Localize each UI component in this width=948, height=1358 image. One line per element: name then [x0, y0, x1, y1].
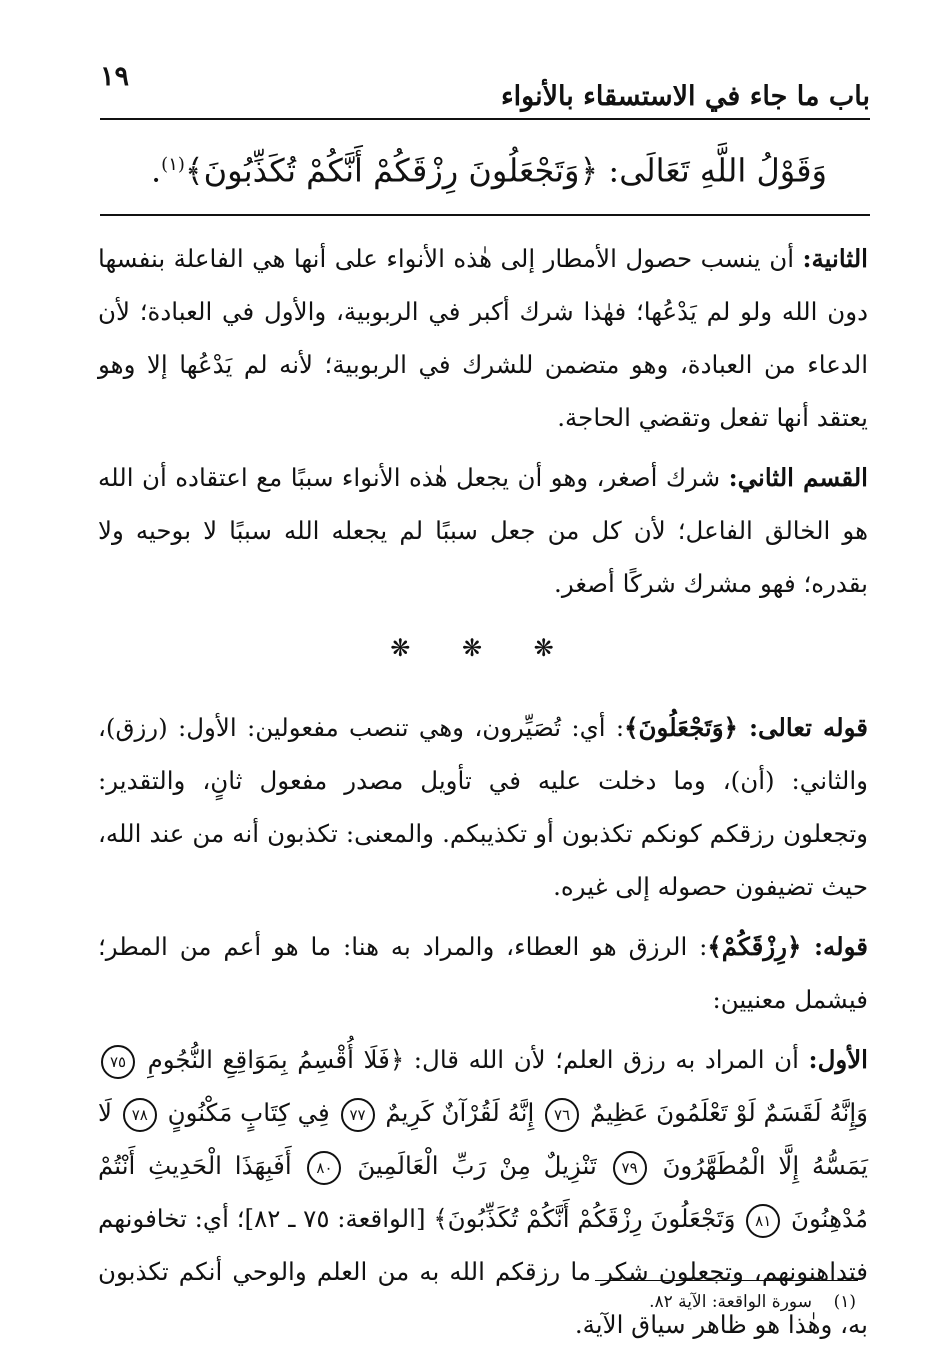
paragraph-text: : الرزق هو العطاء، والمراد به هنا: ما هو أعم من المطر؛ فيشمل معنيين:: [98, 932, 868, 1014]
footnote-rule: [595, 1280, 858, 1281]
ayah-number-marker: ٨١: [746, 1204, 780, 1238]
ayah-number-marker: ٨٠: [307, 1151, 341, 1185]
surah-citation: [الواقعة: ٧٥ ـ ٨٢]؛: [236, 1204, 434, 1233]
ayah-text: وَتَجْعَلُونَ رِزْقَكُمْ أَنَّكُمْ تُكَذِّبُونَ﴾: [433, 1204, 736, 1233]
paragraph-text: شرك أصغر، وهو أن يجعل هٰذه الأنواء سببًا مع اعتقاده أن الله هو الخالق الفاعل؛ لأن كل من جعل سببًا لم يجعله الله سببًا لا بوحيه ولا بقدره؛ فهو مشرك شركًا أصغر.: [98, 463, 868, 598]
paragraph-lead: القسم الثاني:: [728, 463, 868, 492]
ayah-number-marker: ٧٩: [613, 1151, 647, 1185]
paragraph-lead: قوله تعالى: ﴿وَتَجْعَلُونَ﴾: [624, 713, 868, 742]
footnote-text: سورة الواقعة: الآية ٨٢.: [649, 1292, 812, 1312]
verse-end: .: [151, 151, 162, 190]
page-body: [98, 232, 868, 1358]
chapter-title: باب ما جاء في الاستسقاء بالأنواء: [500, 81, 870, 112]
paragraph-text: أن المراد به رزق العلم؛ لأن الله قال:: [404, 1045, 809, 1074]
ayah-number-marker: ٧٧: [341, 1098, 375, 1132]
opening-verse-text: وَقَوْلُ اللَّهِ تَعَالَى: ﴿وَتَجْعَلُونَ رِزْقَكُمْ أَنَّكُمْ تُكَذِّبُونَ﴾: [184, 151, 827, 190]
ayah-number-marker: ٧٦: [545, 1098, 579, 1132]
paragraph-rizqakum: [98, 920, 868, 1026]
ayah-text: وَإِنَّهُ لَقَسَمٌ لَوْ تَعْلَمُونَ عَظِيمٌ: [589, 1098, 868, 1127]
ayah-number-marker: ٧٥: [101, 1045, 135, 1079]
footnote: [100, 1292, 856, 1312]
paragraph-text: أن ينسب حصول الأمطار إلى هٰذه الأنواء على أنها هي الفاعلة بنفسها دون الله ولو لم يَدْعُها؛ فهٰذا شرك أكبر في الربوبية، والأول في العبادة؛ لأن الدعاء من العبادة، وهو متضمن للشرك في الربوبية؛ لأنه لم يَدْعُها إلا وهو يعتقد أنها تفعل وتقضي الحاجة.: [98, 244, 868, 432]
ayah-text: أَفَبِهَذَا الْحَدِيثِ أَنْتُمْ مُدْهِنُونَ: [98, 1151, 868, 1233]
ayah-text: إِنَّهُ لَقُرْآنٌ كَرِيمٌ: [385, 1098, 535, 1127]
paragraph-second: [98, 232, 868, 444]
paragraph-tajalun: [98, 701, 868, 913]
paragraph-lead: الأول:: [808, 1045, 868, 1074]
section-separator: ❋ ❋ ❋: [390, 634, 576, 662]
paragraph-lead: الثانية:: [802, 244, 868, 273]
ayah-number-marker: ٧٨: [123, 1098, 157, 1132]
page-number: ١٩: [100, 61, 130, 92]
paragraph-lead: قوله: ﴿رِزْقَكُمْ﴾: [707, 932, 868, 961]
footnote-marker[interactable]: (١): [161, 154, 185, 175]
divider-line: [100, 214, 870, 216]
ayah-text: فِي كِتَابٍ مَكْنُونٍ: [167, 1098, 330, 1127]
paragraph-text: أي: تخافونهم فتداهنونهم، وتجعلون شكر ما رزقكم الله به من العلم والوحي أنكم تكذبون به، وهٰذا هو ظاهر سياق الآية.: [98, 1204, 868, 1339]
ayah-text: ﴿فَلَا أُقْسِمُ بِمَوَاقِعِ النُّجُومِ: [147, 1045, 405, 1074]
footnote-number: (١): [833, 1292, 856, 1312]
opening-verse: [110, 130, 868, 200]
paragraph-second-section: [98, 451, 868, 610]
paragraph-text: : أي: تُصَيِّرون، وهي تنصب مفعولين: الأول: (رزق)، والثاني: (أن)، وما دخلت عليه في تأويل مصدر مفعول ثانٍ، والتقدير: وتجعلون رزقكم كونكم تكذبون أو تكذيبكم. والمعنى: تكذبون أنه من عند الله، حيث تضيفون حصوله إلى غيره.: [98, 713, 868, 901]
ayah-text: لَا يَمَسُّهُ إِلَّا الْمُطَهَّرُونَ: [98, 1098, 868, 1180]
page-header: [100, 58, 870, 120]
ayah-text: تَنْزِيلٌ مِنْ رَبِّ الْعَالَمِينَ: [357, 1151, 597, 1180]
